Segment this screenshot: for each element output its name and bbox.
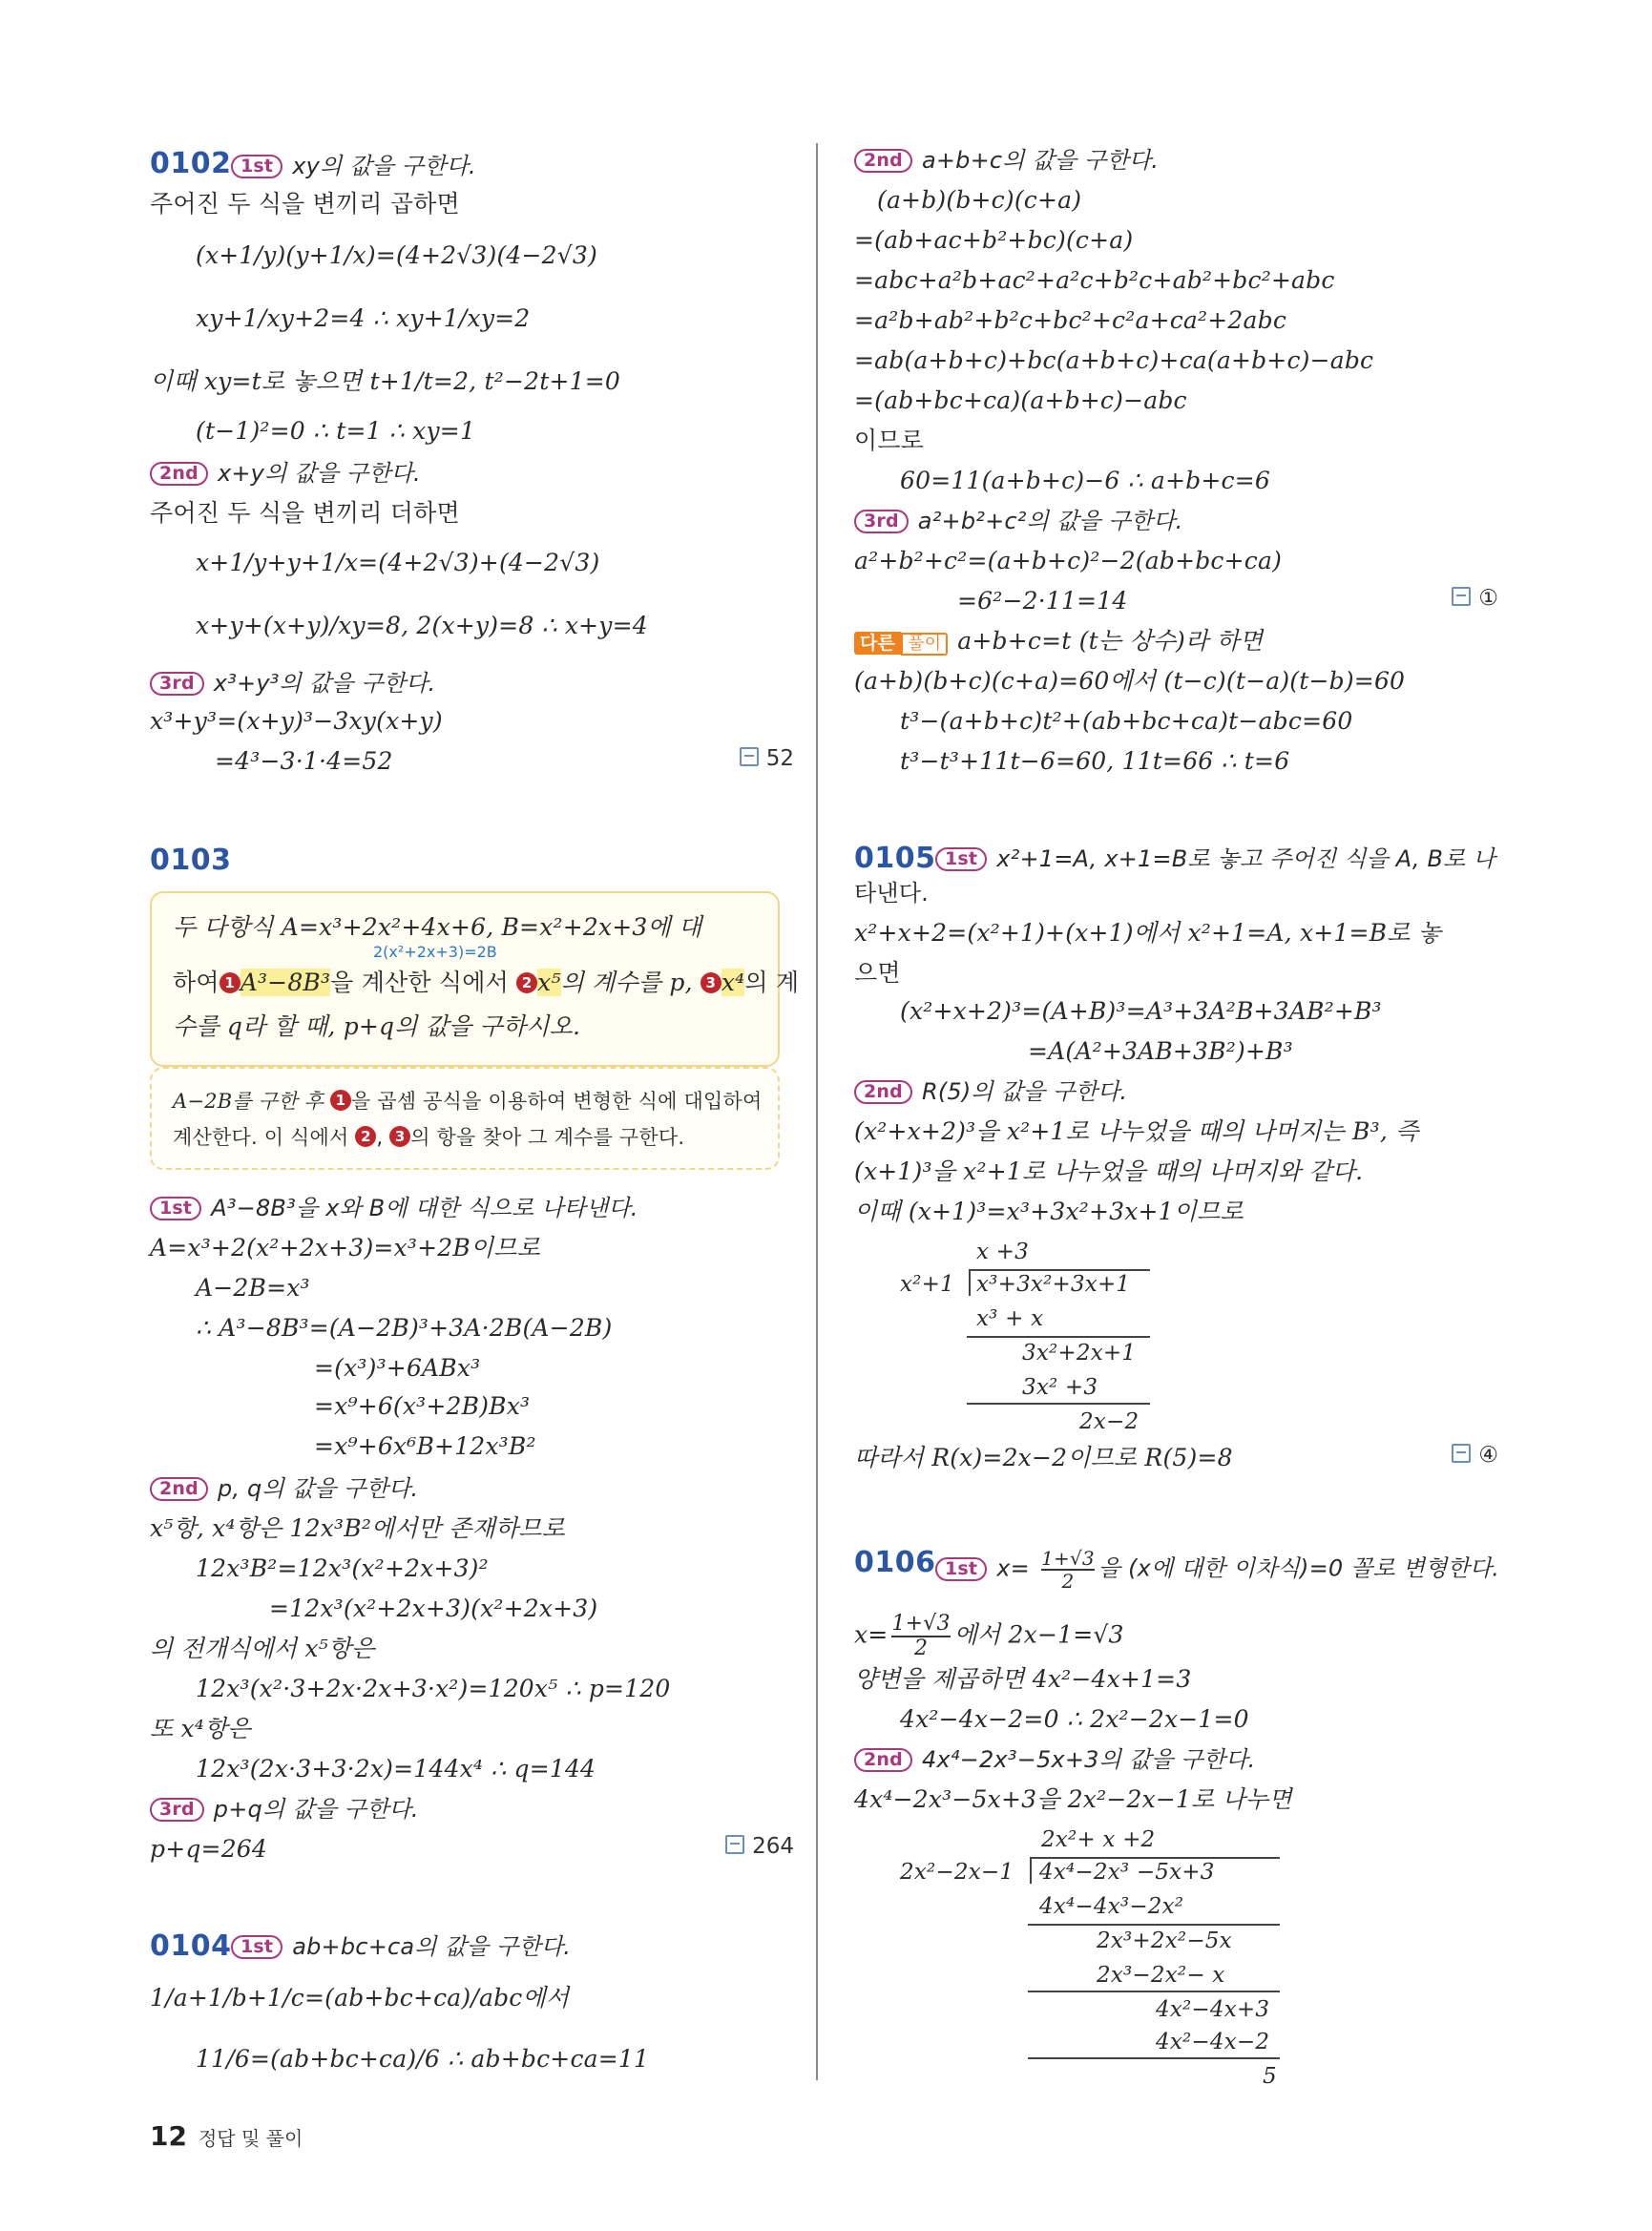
step-badge: 2nd [854, 1748, 912, 1772]
division-row: 4x⁴−4x³−2x² [1039, 1894, 1184, 1919]
equation: =x⁹+6(x³+2B)Bx³ [314, 1392, 531, 1420]
equation: 1/a+1/b+1/c=(ab+bc+ca)/abc에서 [150, 1984, 570, 2012]
highlight: A³−8B³ [240, 969, 331, 996]
step-title: p, q의 값을 구한다. [217, 1475, 419, 1502]
equation: 60=11(a+b+c)−6 ∴ a+b+c=6 [900, 467, 1270, 494]
equation: a²+b²+c²=(a+b+c)²−2(ab+bc+ca) [854, 547, 1283, 574]
step-2 [854, 145, 1159, 176]
step-1 [231, 1931, 571, 1962]
step-badge: 2nd [854, 1080, 912, 1104]
answer-icon [725, 1835, 744, 1854]
equation: =12x³(x²+2x+3)(x²+2x+3) [269, 1595, 598, 1622]
equation: 12x³(x²·3+2x·2x+3·x²)=120x⁵ ∴ p=120 [196, 1675, 671, 1702]
marker-1: 1 [330, 1090, 351, 1111]
step-2 [150, 458, 421, 489]
step-badge: 2nd [854, 149, 912, 173]
division-line [1028, 1991, 1280, 1992]
step-title: A³−8B³을 x와 B에 대한 식으로 나타낸다. [211, 1195, 638, 1221]
marker-3: 3 [389, 1126, 410, 1147]
text: 의 항을 찾아 그 계수를 구한다. [410, 1126, 685, 1149]
hint-box [150, 1067, 780, 1170]
text: 의 계수를 p, [560, 969, 693, 996]
answer-value: 264 [752, 1834, 794, 1859]
highlight: x⁴ [721, 969, 745, 996]
equation: 의 전개식에서 x⁵항은 [150, 1635, 375, 1662]
answer-icon [1452, 587, 1471, 606]
problem-box [150, 891, 800, 1067]
step-badge: 1st [231, 1935, 282, 1959]
division-row: 3x² +3 [1022, 1375, 1098, 1400]
step-1 [935, 1548, 1499, 1592]
text-line: 이므로 [854, 427, 925, 454]
division-line [967, 1403, 1150, 1405]
text-line: 으면 [854, 959, 901, 987]
step-title: R(5)의 값을 구한다. [921, 1078, 1128, 1105]
fraction [1041, 1548, 1095, 1592]
page-number: 12 [150, 2120, 187, 2152]
equation: x⁵항, x⁴항은 12x³B²에서만 존재하므로 [150, 1514, 566, 1542]
step-title: ab+bc+ca의 값을 구한다. [292, 1933, 572, 1960]
step-title: x+y의 값을 구한다. [217, 460, 421, 487]
step-badge: 3rd [150, 672, 204, 696]
step-title: x²+1=A, x+1=B로 놓고 주어진 식을 A, B로 나 [996, 845, 1495, 872]
division-row: x³ + x [976, 1306, 1044, 1331]
step-title: 을 (x에 대한 이차식)=0 꼴로 변형한다. [1098, 1554, 1500, 1582]
equation: (x²+x+2)³=(A+B)³=A³+3A²B+3AB²+B³ [900, 997, 1382, 1025]
division-bracket [1030, 1857, 1032, 1884]
equation: =(x³)³+6ABx³ [314, 1354, 481, 1382]
equation: A=x³+2(x²+2x+3)=x³+2B이므로 [150, 1234, 540, 1261]
step-badge: 1st [935, 847, 987, 871]
problem-text: 수를 q라 할 때, p+q의 값을 구하시오. [173, 1012, 581, 1040]
step-2 [854, 1744, 1255, 1775]
equation: ∴ A³−8B³=(A−2B)³+3A·2B(A−2B) [196, 1314, 613, 1342]
equation: =4³−3·1·4=52 [215, 747, 393, 775]
problem-number: 0103 [150, 844, 232, 877]
equation: (x+1/y)(y+1/x)=(4+2√3)(4−2√3) [196, 241, 597, 269]
text: 의 계 [744, 969, 800, 996]
text: 하여 [173, 969, 220, 996]
problem-number: 0102 [150, 147, 232, 180]
equation: =6²−2·11=14 [957, 587, 1128, 615]
division-quotient: 2x²+ x +2 [1041, 1827, 1156, 1852]
text: x= [854, 1620, 889, 1649]
division-remainder: 2x−2 [1079, 1409, 1140, 1434]
step-2 [854, 1076, 1127, 1107]
equation [854, 1613, 1124, 1660]
equation: p+q=264 [150, 1835, 268, 1863]
equation: 또 x⁴항은 [150, 1715, 251, 1742]
text: 을 곱셈 공식을 이용하여 변형한 식에 대입하여 [350, 1090, 763, 1113]
step-3 [150, 1794, 419, 1824]
step-title-cont: 타낸다. [854, 880, 929, 907]
step-1 [231, 151, 476, 181]
equation: (a+b)(b+c)(c+a)=60에서 (t−c)(t−a)(t−b)=60 [854, 667, 1406, 695]
equation: t³−(a+b+c)t²+(ab+bc+ca)t−abc=60 [900, 707, 1353, 735]
division-bracket [969, 1269, 971, 1296]
equation: x²+x+2=(x²+1)+(x+1)에서 x²+1=A, x+1=B로 놓 [854, 919, 1442, 947]
division-dividend: x³+3x²+3x+1 [976, 1272, 1131, 1297]
equation: 12x³B²=12x³(x²+2x+3)² [196, 1554, 489, 1582]
text: a+b+c=t (t는 상수)라 하면 [957, 627, 1264, 655]
equation: 이때 xy=t로 놓으면 t+1/t=2, t²−2t+1=0 [150, 367, 620, 395]
equation: (a+b)(b+c)(c+a) [877, 186, 1082, 214]
equation: =(ab+bc+ca)(a+b+c)−abc [854, 386, 1187, 414]
problem-number: 0106 [854, 1546, 936, 1579]
fraction [891, 1613, 950, 1660]
equation: =(ab+ac+b²+bc)(c+a) [854, 226, 1134, 254]
answer [740, 746, 794, 771]
marker-2: 2 [516, 972, 537, 993]
equation: =abc+a²b+ac²+a²c+b²c+ab²+bc²+abc [854, 266, 1335, 294]
division-divisor: 2x²−2x−1 [900, 1860, 1014, 1885]
equation: (x+1)³을 x²+1로 나누었을 때의 나머지와 같다. [854, 1157, 1364, 1185]
equation: =a²b+ab²+b²c+bc²+c²a+ca²+2abc [854, 306, 1287, 334]
page-footer [150, 2120, 303, 2152]
division-line [1028, 2057, 1280, 2059]
step-title: p+q의 값을 구한다. [213, 1796, 419, 1823]
marker-1: 1 [220, 972, 240, 993]
alt-tag: 풀이 [901, 633, 948, 656]
alt-solution [854, 626, 1263, 657]
equation: xy+1/xy+2=4 ∴ xy+1/xy=2 [196, 304, 531, 332]
step-badge: 2nd [150, 1477, 208, 1501]
equation: =A(A²+3AB+3B²)+B³ [1028, 1037, 1293, 1065]
equation: A−2B=x³ [196, 1274, 310, 1302]
hint-line [173, 1086, 762, 1116]
step-badge: 1st [150, 1197, 201, 1220]
denominator: 2 [1061, 1570, 1075, 1593]
division-remainder: 5 [1263, 2064, 1277, 2089]
step-title: a+b+c의 값을 구한다. [921, 147, 1160, 174]
step-title: xy의 값을 구한다. [292, 153, 476, 179]
equation: x+y+(x+y)/xy=8, 2(x+y)=8 ∴ x+y=4 [196, 612, 648, 639]
equation: (x²+x+2)³을 x²+1로 나누었을 때의 나머지는 B³, 즉 [854, 1117, 1419, 1145]
text: 계산한다. 이 식에서 [173, 1126, 349, 1149]
problem-number: 0105 [854, 842, 936, 875]
answer-value: 52 [765, 746, 794, 771]
hint-line [173, 1122, 684, 1153]
equation: x³+y³=(x+y)³−3xy(x+y) [150, 707, 443, 735]
step-badge: 1st [935, 1557, 987, 1581]
step-title: 4x⁴−2x³−5x+3의 값을 구한다. [921, 1746, 1256, 1773]
text: 에서 2x−1=√3 [953, 1620, 1124, 1649]
equation: 4x⁴−2x³−5x+3을 2x²−2x−1로 나누면 [854, 1785, 1292, 1813]
numerator: 1+√3 [891, 1612, 951, 1636]
equation: 11/6=(ab+bc+ca)/6 ∴ ab+bc+ca=11 [196, 2045, 650, 2073]
answer-value: ① [1478, 586, 1498, 611]
equation: 따라서 R(x)=2x−2이므로 R(5)=8 [854, 1444, 1233, 1471]
equation: 양변을 제곱하면 4x²−4x+1=3 [854, 1665, 1192, 1693]
equation: 12x³(2x·3+3·2x)=144x⁴ ∴ q=144 [196, 1755, 596, 1783]
text-line: 주어진 두 식을 변끼리 곱하면 [150, 190, 460, 218]
division-dividend: 4x⁴−2x³ −5x+3 [1039, 1860, 1215, 1885]
equation: 이때 (x+1)³=x³+3x²+3x+1이므로 [854, 1198, 1244, 1225]
division-quotient: x +3 [976, 1240, 1029, 1264]
division-row: 4x²−4x+3 [1156, 1997, 1270, 2022]
division-row: 2x³+2x²−5x [1097, 1929, 1232, 1953]
numerator: 1+√3 [1041, 1547, 1095, 1570]
step-2 [150, 1473, 418, 1504]
equation: t³−t³+11t−6=60, 11t=66 ∴ t=6 [900, 747, 1290, 775]
answer [1452, 1443, 1498, 1468]
step-title: x³+y³의 값을 구한다. [213, 670, 436, 697]
answer-icon [1452, 1444, 1471, 1463]
problem-number: 0104 [150, 1929, 232, 1963]
step-3 [150, 668, 435, 698]
division-row: 4x²−4x−2 [1156, 2030, 1270, 2054]
answer-value: ④ [1478, 1443, 1498, 1468]
answer [1452, 586, 1498, 611]
step-1 [935, 844, 1495, 874]
denominator: 2 [913, 1637, 929, 1660]
division-divisor: x²+1 [900, 1272, 954, 1297]
equation: 4x²−4x−2=0 ∴ 2x²−2x−1=0 [900, 1705, 1249, 1733]
text: , [376, 1126, 384, 1149]
problem-text [173, 968, 799, 998]
step-3 [854, 506, 1182, 536]
column-divider [816, 143, 818, 2080]
step-title: a²+b²+c²의 값을 구한다. [917, 508, 1183, 534]
alt-tag: 다른 [854, 632, 901, 655]
equation: x+1/y+y+1/x=(4+2√3)+(4−2√3) [196, 549, 600, 576]
step-badge: 1st [231, 155, 282, 178]
answer [725, 1834, 794, 1859]
text: x= [996, 1554, 1030, 1582]
equation: =x⁹+6x⁶B+12x³B² [314, 1432, 536, 1460]
division-row: 3x²+2x+1 [1022, 1341, 1137, 1366]
text-line: 주어진 두 식을 변끼리 더하면 [150, 499, 460, 527]
step-badge: 3rd [150, 1798, 204, 1822]
text: 을 계산한 식에서 [330, 969, 509, 996]
text: A−2B를 구한 후 [173, 1090, 324, 1113]
problem-text: 두 다항식 A=x³+2x²+4x+6, B=x²+2x+3에 대 [173, 913, 702, 941]
division-row: 2x³−2x²− x [1097, 1963, 1225, 1988]
page-label: 정답 및 풀이 [198, 2127, 303, 2150]
marker-2: 2 [355, 1126, 376, 1147]
annotation-note: 2(x²+2x+3)=2B [373, 943, 497, 961]
equation: =ab(a+b+c)+bc(a+b+c)+ca(a+b+c)−abc [854, 346, 1374, 374]
answer-icon [740, 747, 759, 766]
marker-3: 3 [701, 972, 721, 993]
step-1 [150, 1193, 638, 1223]
highlight: x⁵ [537, 969, 561, 996]
step-badge: 3rd [854, 510, 909, 533]
equation: (t−1)²=0 ∴ t=1 ∴ xy=1 [196, 417, 476, 445]
step-badge: 2nd [150, 462, 208, 486]
